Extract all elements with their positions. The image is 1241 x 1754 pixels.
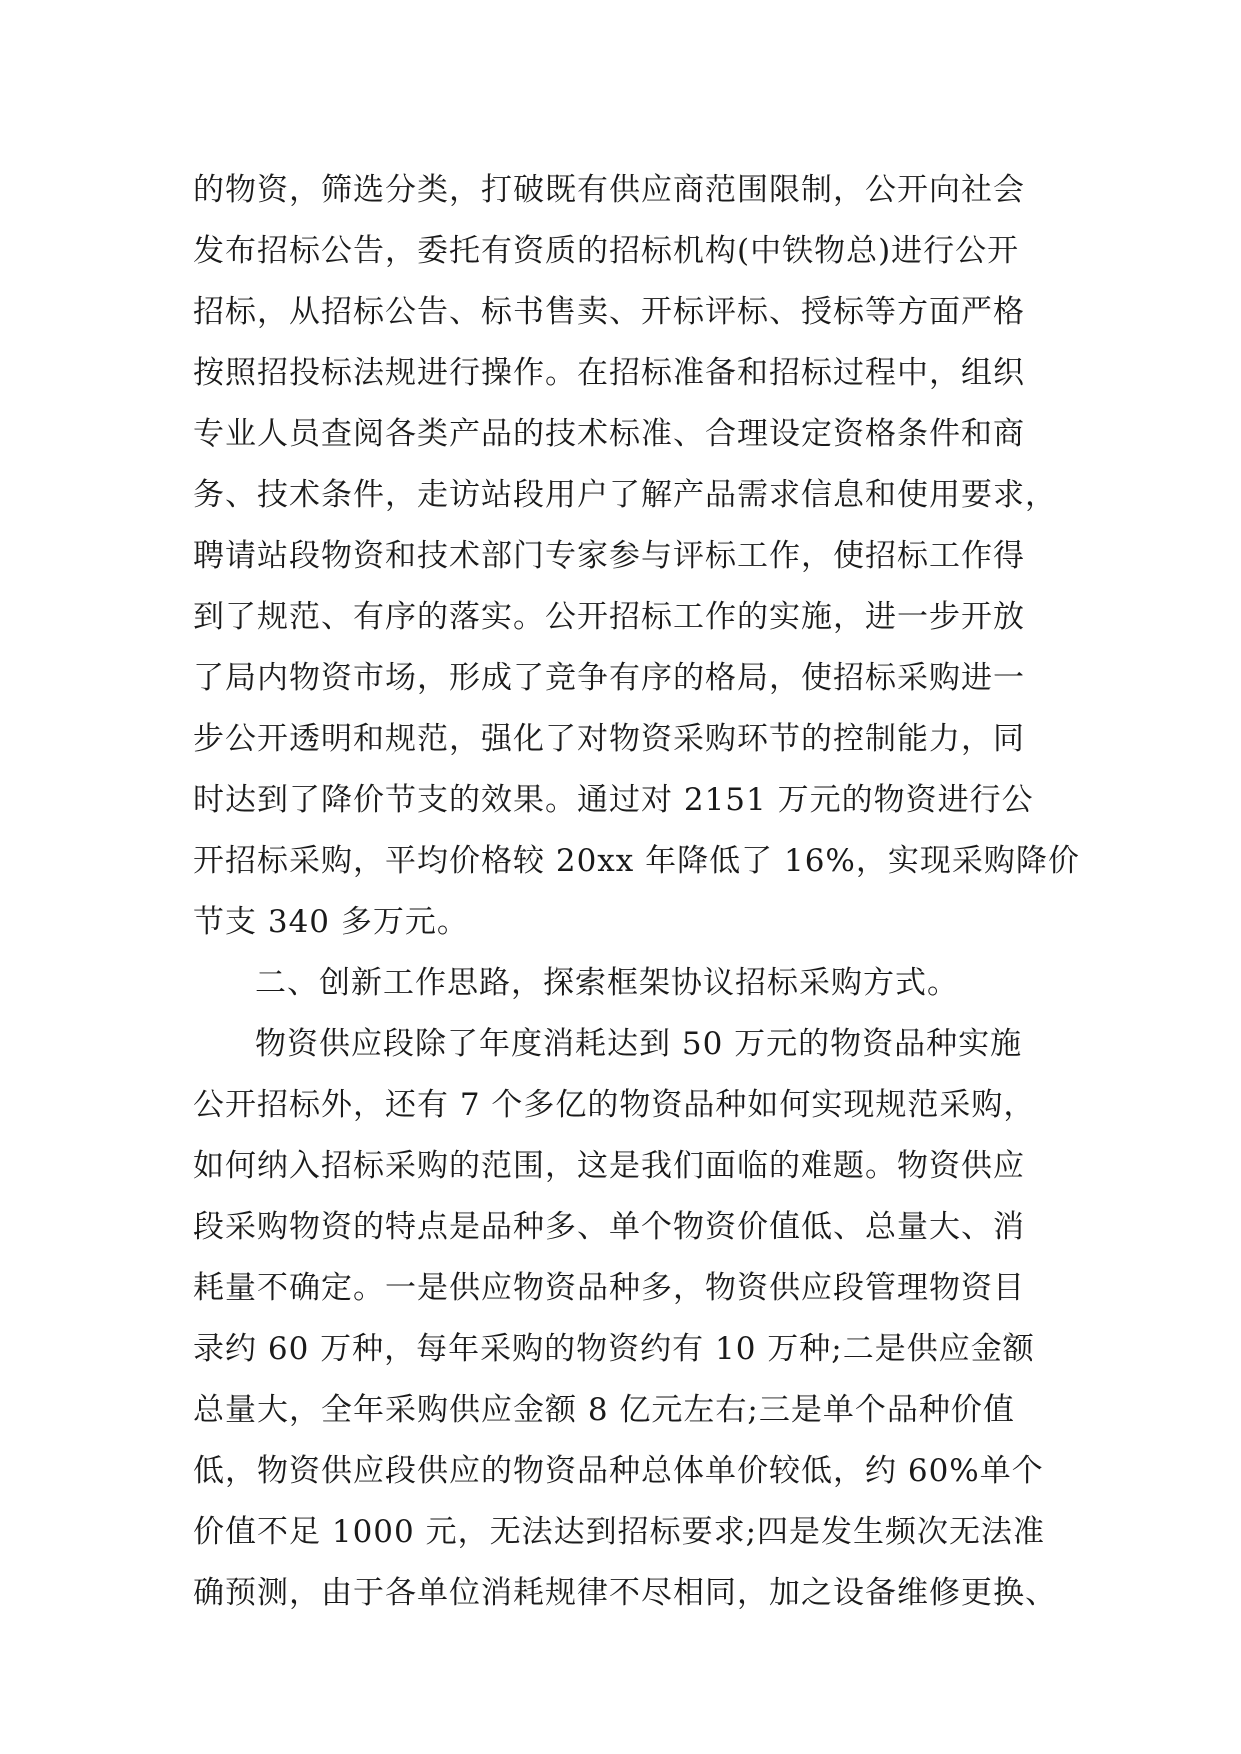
text-line: 录约 60 万种，每年采购的物资约有 10 万种;二是供应金额 xyxy=(193,1331,1035,1367)
text-line: 公开招标外，还有 7 个多亿的物资品种如何实现规范采购， xyxy=(193,1087,1036,1123)
document-body xyxy=(193,160,1080,1624)
text-line: 到了规范、有序的落实。公开招标工作的实施，进一步开放 xyxy=(193,599,1025,635)
text-line: 低，物资供应段供应的物资品种总体单价较低，约 60%单个 xyxy=(193,1453,1044,1489)
text-line: 如何纳入招标采购的范围，这是我们面临的难题。物资供应 xyxy=(193,1148,1025,1184)
text-line: 节支 340 多万元。 xyxy=(193,904,469,940)
text-line: 聘请站段物资和技术部门专家参与评标工作，使招标工作得 xyxy=(193,538,1025,574)
text-line: 时达到了降价节支的效果。通过对 2151 万元的物资进行公 xyxy=(193,782,1034,818)
text-line: 招标，从招标公告、标书售卖、开标评标、授标等方面严格 xyxy=(193,294,1025,330)
paragraph-first-line: 物资供应段除了年度消耗达到 50 万元的物资品种实施 xyxy=(255,1026,1023,1062)
text-line: 段采购物资的特点是品种多、单个物资价值低、总量大、消 xyxy=(193,1209,1025,1245)
text-line: 开招标采购，平均价格较 20xx 年降低了 16%，实现采购降价 xyxy=(193,843,1080,879)
section-heading: 二、创新工作思路，探索框架协议招标采购方式。 xyxy=(255,965,959,1001)
text-line: 总量大，全年采购供应金额 8 亿元左右;三是单个品种价值 xyxy=(193,1392,1015,1428)
text-line: 专业人员查阅各类产品的技术标准、合理设定资格条件和商 xyxy=(193,416,1025,452)
text-line: 步公开透明和规范，强化了对物资采购环节的控制能力，同 xyxy=(193,721,1025,757)
text-line: 按照招投标法规进行操作。在招标准备和招标过程中，组织 xyxy=(193,355,1025,391)
text-line: 确预测，由于各单位消耗规律不尽相同，加之设备维修更换、 xyxy=(193,1575,1057,1611)
text-line: 的物资，筛选分类，打破既有供应商范围限制，公开向社会 xyxy=(193,172,1025,208)
text-line: 发布招标公告，委托有资质的招标机构(中铁物总)进行公开 xyxy=(193,233,1020,269)
text-line: 价值不足 1000 元，无法达到招标要求;四是发生频次无法准 xyxy=(193,1514,1046,1550)
text-line: 耗量不确定。一是供应物资品种多，物资供应段管理物资目 xyxy=(193,1270,1025,1306)
text-line: 了局内物资市场，形成了竞争有序的格局，使招标采购进一 xyxy=(193,660,1025,696)
text-line: 务、技术条件，走访站段用户了解产品需求信息和使用要求， xyxy=(193,477,1057,513)
